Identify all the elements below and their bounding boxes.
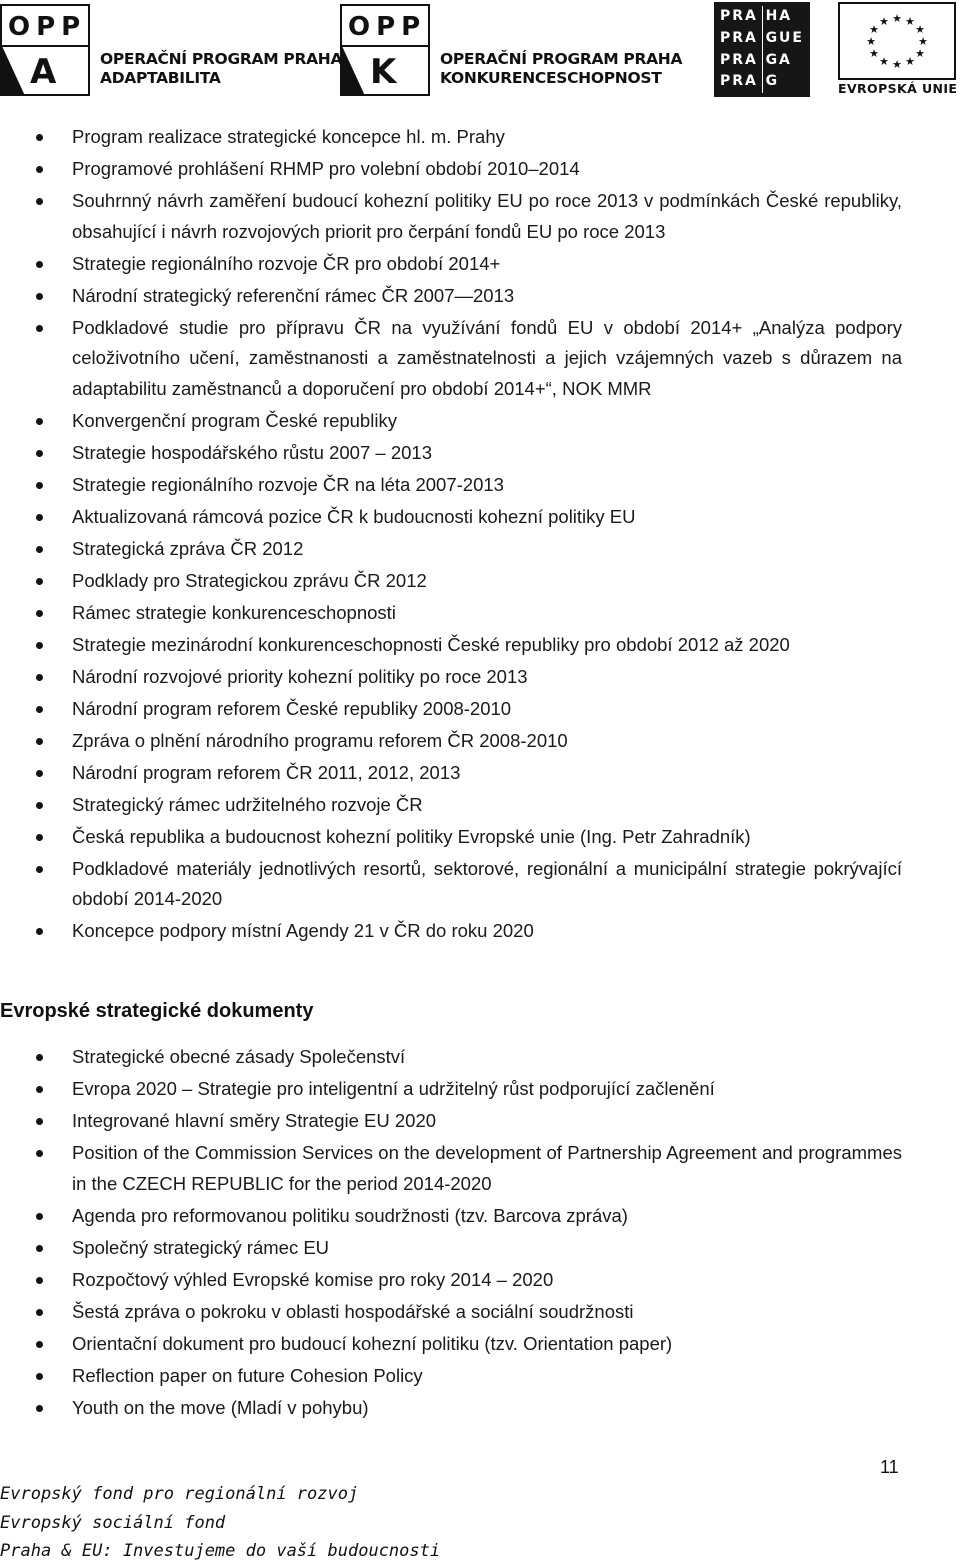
svg-text:★: ★ <box>905 55 915 68</box>
list-item-text: Program realizace strategické koncepce hl. m. Prahy <box>72 126 505 147</box>
bullet-icon <box>36 1405 43 1412</box>
eu-logo <box>838 2 958 98</box>
list-item-text: Aktualizovaná rámcová pozice ČR k budoucnosti kohezní politiky EU <box>72 505 636 527</box>
opp-a-line2: ADAPTABILITA <box>100 69 221 87</box>
bullet-icon <box>36 1277 43 1284</box>
list-item <box>0 1393 960 1424</box>
praha-logo-cell: PRA <box>720 8 758 24</box>
svg-text:★: ★ <box>869 47 879 60</box>
praha-logo-cell: GUE <box>762 28 804 50</box>
praha-logo-cell: PRA <box>720 73 758 90</box>
bullet-icon <box>36 134 43 141</box>
svg-text:★: ★ <box>905 15 915 28</box>
bullet-icon <box>36 802 43 809</box>
list-item <box>0 249 960 280</box>
list-item-text: Šestá zpráva o pokroku v oblasti hospodářské a sociální soudržnosti <box>72 1300 634 1322</box>
list-item <box>0 916 960 947</box>
bullet-icon <box>36 1245 43 1252</box>
list-item <box>0 1042 960 1073</box>
list-item <box>0 566 960 597</box>
footer-line: Evropský fond pro regionální rozvoj <box>0 1484 359 1504</box>
list-item <box>0 1361 960 1392</box>
bullet-icon <box>36 166 43 173</box>
list-item-text: Národní strategický referenční rámec ČR 2007—2013 <box>72 284 515 306</box>
list-item <box>0 470 960 501</box>
list-item <box>0 758 960 789</box>
list-item <box>0 313 960 405</box>
list-item <box>0 122 960 153</box>
bullet-icon <box>36 578 43 585</box>
list-item-text: Podklady pro Strategickou zprávu ČR 2012 <box>72 569 427 591</box>
opp-k-line2: KONKURENCESCHOPNOST <box>440 69 662 87</box>
bullet-icon <box>36 674 43 681</box>
footer-line: Evropský sociální fond <box>0 1512 226 1533</box>
opp-a-letters: OPP <box>8 12 87 42</box>
bullet-icon <box>36 325 43 332</box>
opp-k-mark <box>340 4 430 96</box>
list-item <box>0 598 960 629</box>
opp-k-letters: OPP <box>348 12 427 42</box>
eu-caption: EVROPSKÁ UNIE <box>838 81 958 96</box>
list-item <box>0 154 960 185</box>
list-item-text: Strategie hospodářského růstu 2007 – 2013 <box>72 441 432 463</box>
praha-logo-cell: G <box>762 71 804 93</box>
list-item-text: Programové prohlášení RHMP pro volební období 2010–2014 <box>72 158 580 179</box>
bullet-icon <box>36 1118 43 1125</box>
list-item <box>0 1106 960 1137</box>
svg-text:★: ★ <box>892 58 902 71</box>
bullet-icon <box>36 418 43 425</box>
opp-konkurenceschopnost-logo <box>340 4 682 96</box>
list-item-text: Souhrnný návrh zaměření budoucí kohezní politiky EU po roce 2013 v podmínkách České republiky, obsahující i návrh rozvojových priorit pro čerpání fondů EU po roce 2013 <box>72 190 902 242</box>
list-item-text: Zpráva o plnění národního programu reforem ČR 2008-2010 <box>72 729 568 751</box>
bullet-icon <box>36 1054 43 1061</box>
list-item <box>0 406 960 437</box>
praha-logo-cell: GA <box>762 50 804 72</box>
bullet-icon <box>36 834 43 841</box>
list-item <box>0 1201 960 1232</box>
bullet-icon <box>36 1086 43 1093</box>
footer-line: Praha & EU: Investujeme do vaší budoucnosti <box>0 1541 441 1561</box>
european-documents-list <box>0 1042 960 1425</box>
praha-logo-cell: HA <box>762 6 804 28</box>
list-item-text: Agenda pro reformovanou politiku soudržnosti (tzv. Barcova zpráva) <box>72 1204 628 1226</box>
list-item <box>0 534 960 565</box>
list-item-text: Národní rozvojové priority kohezní politiky po roce 2013 <box>72 665 528 687</box>
svg-text:★: ★ <box>915 47 925 60</box>
eu-flag-icon <box>838 2 956 80</box>
svg-text:★: ★ <box>869 23 879 36</box>
bullet-icon <box>36 1309 43 1316</box>
bullet-icon <box>36 1213 43 1220</box>
opp-a-line1: OPERAČNÍ PROGRAM PRAHA <box>100 50 343 68</box>
list-item <box>0 1138 960 1199</box>
praha-logo-cell: PRA <box>720 29 758 46</box>
list-item <box>0 1297 960 1328</box>
list-item <box>0 854 960 915</box>
list-item-text: Strategie mezinárodní konkurenceschopnosti České republiky pro období 2012 až 2020 <box>72 633 790 655</box>
svg-text:★: ★ <box>866 35 876 48</box>
page-header <box>0 0 960 105</box>
svg-text:★: ★ <box>892 12 902 25</box>
bullet-icon <box>36 198 43 205</box>
list-item-text: Podkladové studie pro přípravu ČR na využívání fondů EU v období 2014+ „Analýza podpory celoživotního učení, zaměstnanosti a zaměstnatelnosti a jejich vzájemných vazeb s důrazem na adaptabilitu zaměstnanců a doporučení pro období 2014+“, NOK MMR <box>72 316 902 399</box>
list-item-text: Společný strategický rámec EU <box>72 1236 330 1258</box>
list-item <box>0 726 960 757</box>
list-item-text: Strategická zpráva ČR 2012 <box>72 537 304 559</box>
bullet-icon <box>36 1373 43 1380</box>
section-heading-european: Evropské strategické dokumenty <box>0 1000 314 1022</box>
opp-a-text <box>100 50 342 88</box>
list-item-text: Reflection paper on future Cohesion Policy <box>72 1364 423 1386</box>
list-item <box>0 694 960 725</box>
bullet-icon <box>36 293 43 300</box>
bullet-icon <box>36 610 43 617</box>
bullet-icon <box>36 866 43 873</box>
opp-a-mark <box>0 4 90 96</box>
opp-k-line1: OPERAČNÍ PROGRAM PRAHA <box>440 50 683 68</box>
list-item-text: Česká republika a budoucnost kohezní politiky Evropské unie (Ing. Petr Zahradník) <box>72 825 751 847</box>
opp-k-letter: K <box>370 52 397 92</box>
bullet-icon <box>36 706 43 713</box>
list-item <box>0 502 960 533</box>
opp-a-letter: A <box>30 52 57 92</box>
list-item-text: Strategické obecné zásady Společenství <box>72 1046 406 1067</box>
list-item-text: Národní program reforem ČR 2011, 2012, 2013 <box>72 761 461 783</box>
list-item-text: Strategie regionálního rozvoje ČR na léta 2007-2013 <box>72 473 504 495</box>
svg-text:★: ★ <box>879 55 889 68</box>
list-item-text: Národní program reforem České republiky 2008-2010 <box>72 697 512 719</box>
svg-text:★: ★ <box>918 35 928 48</box>
list-item <box>0 822 960 853</box>
bullet-icon <box>36 738 43 745</box>
bullet-icon <box>36 482 43 489</box>
list-item-text: Rámec strategie konkurenceschopnosti <box>72 601 396 623</box>
svg-text:★: ★ <box>915 23 925 36</box>
list-item-text: Koncepce podpory místní Agendy 21 v ČR do roku 2020 <box>72 920 534 941</box>
opp-k-text <box>440 50 682 88</box>
list-item-text: Konvergenční program České republiky <box>72 409 397 431</box>
list-item-text: Youth on the move (Mladí v pohybu) <box>72 1396 369 1418</box>
svg-text:★: ★ <box>879 15 889 28</box>
list-item-text: Position of the Commission Services on the development of Partnership Agreement and programmes in the CZECH REPUBLIC for the period 2014-2020 <box>72 1142 902 1194</box>
opp-adaptabilita-logo <box>0 4 342 96</box>
bullet-icon <box>36 450 43 457</box>
list-item-text: Rozpočtový výhled Evropské komise pro roky 2014 – 2020 <box>72 1268 554 1290</box>
bullet-icon <box>36 1150 43 1157</box>
bullet-icon <box>36 1341 43 1348</box>
list-item <box>0 186 960 247</box>
list-item <box>0 1233 960 1264</box>
praha-prague-logo <box>714 2 810 97</box>
list-item <box>0 438 960 469</box>
list-item-text: Podkladové materiály jednotlivých resortů, sektorové, regionální a municipální strategie pokrývající období 2014-2020 <box>72 857 902 909</box>
list-item-text: Strategický rámec udržitelného rozvoje ČR <box>72 793 423 815</box>
list-item-text: Evropa 2020 – Strategie pro inteligentní a udržitelný růst podporující začlenění <box>72 1078 715 1099</box>
bullet-icon <box>36 546 43 553</box>
page-number: 11 <box>880 1457 899 1477</box>
national-documents-list <box>0 122 960 948</box>
list-item-text: Strategie regionálního rozvoje ČR pro období 2014+ <box>72 252 501 274</box>
list-item <box>0 281 960 312</box>
list-item <box>0 1074 960 1105</box>
bullet-icon <box>36 770 43 777</box>
list-item-text: Integrované hlavní směry Strategie EU 2020 <box>72 1110 437 1131</box>
eu-stars-icon <box>840 4 954 78</box>
bullet-icon <box>36 261 43 268</box>
list-item <box>0 630 960 661</box>
bullet-icon <box>36 928 43 935</box>
list-item <box>0 1329 960 1360</box>
bullet-icon <box>36 642 43 649</box>
bullet-icon <box>36 514 43 521</box>
list-item-text: Orientační dokument pro budoucí kohezní politiku (tzv. Orientation paper) <box>72 1332 673 1354</box>
list-item <box>0 662 960 693</box>
praha-logo-cell: PRA <box>720 51 758 68</box>
page-footer <box>0 1480 440 1566</box>
list-item <box>0 1265 960 1296</box>
list-item <box>0 790 960 821</box>
